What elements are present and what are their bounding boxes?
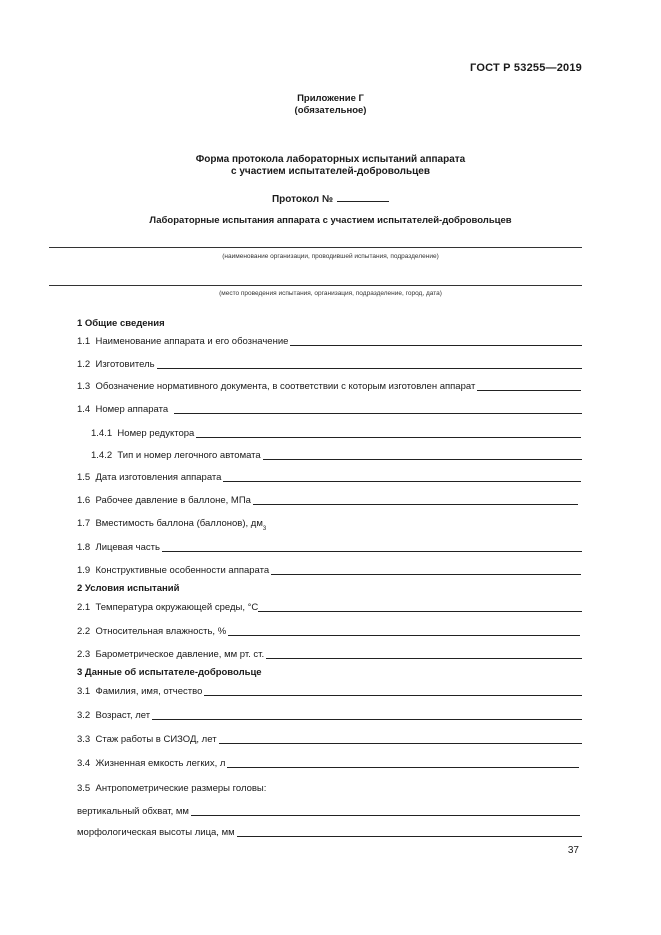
field-manufacturer bbox=[77, 358, 582, 370]
field-reducer-number bbox=[91, 427, 581, 439]
field-label: Наименование аппарата и его обозначение bbox=[95, 336, 289, 347]
input-line[interactable] bbox=[191, 806, 580, 816]
annex-status: (обязательное) bbox=[294, 105, 367, 116]
field-design-features bbox=[77, 564, 581, 576]
field-label: Температура окружающей среды, °С bbox=[95, 602, 259, 613]
protocol-label: Протокол № bbox=[271, 194, 334, 205]
field-number: 1.1 bbox=[77, 336, 96, 347]
field-label: Номер аппарата bbox=[95, 404, 169, 415]
field-number: 1.7 bbox=[77, 518, 96, 529]
field-number: 1.2 bbox=[77, 359, 96, 370]
input-line[interactable] bbox=[204, 686, 582, 696]
field-number: 3.5 bbox=[77, 783, 96, 794]
input-line[interactable] bbox=[237, 827, 582, 837]
input-line[interactable] bbox=[227, 758, 579, 768]
field-number: 1.3 bbox=[77, 381, 96, 392]
field-number: 3.3 bbox=[77, 734, 96, 745]
place-line[interactable] bbox=[49, 285, 582, 286]
field-label: Возраст, лет bbox=[95, 710, 151, 721]
field-label: Фамилия, имя, отчество bbox=[95, 686, 203, 697]
input-line[interactable] bbox=[271, 565, 581, 575]
field-label: Конструктивные особенности аппарата bbox=[95, 565, 270, 576]
field-barometric-pressure bbox=[77, 648, 582, 660]
field-apparatus-name bbox=[77, 335, 582, 347]
field-number: 1.5 bbox=[77, 472, 96, 483]
field-ambient-temperature bbox=[77, 601, 582, 613]
field-number: 1.4 bbox=[77, 404, 96, 415]
field-label: Лицевая часть bbox=[95, 542, 160, 553]
form-title-line2: с участием испытателей-добровольцев bbox=[230, 166, 431, 177]
section-test-conditions: 2 Условия испытаний bbox=[77, 583, 180, 594]
field-label: Обозначение нормативного документа, в соответствии с которым изготовлен аппарат bbox=[95, 381, 476, 392]
field-label: Дата изготовления аппарата bbox=[95, 472, 222, 483]
field-number: 2.3 bbox=[77, 649, 96, 660]
field-label: Стаж работы в СИЗОД, лет bbox=[95, 734, 217, 745]
input-line[interactable] bbox=[196, 428, 581, 438]
organization-caption: (наименование организации, проводившей испытания, подразделение) bbox=[222, 253, 439, 260]
field-apparatus-number bbox=[77, 403, 582, 415]
field-label: Тип и номер легочного автомата bbox=[117, 450, 261, 461]
field-label: вертикальный обхват, мм bbox=[77, 806, 189, 817]
section-volunteer-data: 3 Данные об испытателе-добровольце bbox=[77, 667, 262, 678]
field-normative-document bbox=[77, 380, 581, 392]
field-vertical-girth bbox=[77, 805, 580, 817]
field-number: 3.1 bbox=[77, 686, 96, 697]
input-line[interactable] bbox=[152, 710, 582, 720]
input-line[interactable] bbox=[253, 495, 578, 505]
field-number: 3.2 bbox=[77, 710, 96, 721]
field-label: Относительная влажность, % bbox=[95, 626, 227, 637]
input-line[interactable] bbox=[477, 381, 581, 391]
field-facepiece bbox=[77, 541, 582, 553]
input-line[interactable] bbox=[223, 472, 581, 482]
protocol-number bbox=[0, 192, 661, 205]
input-line[interactable] bbox=[228, 626, 580, 636]
field-label: Изготовитель bbox=[95, 359, 155, 370]
section-general-info: 1 Общие сведения bbox=[77, 318, 165, 329]
field-label: Барометрическое давление, мм рт. ст. bbox=[95, 649, 265, 660]
field-label: Рабочее давление в баллоне, МПа bbox=[95, 495, 251, 506]
field-cylinder-volume: 1.7 Вместимость баллона (баллонов), дм 3 bbox=[77, 518, 267, 532]
field-face-height bbox=[77, 826, 582, 838]
field-label: Вместимость баллона (баллонов), дм bbox=[95, 518, 263, 529]
field-number: 2.1 bbox=[77, 602, 96, 613]
field-full-name bbox=[77, 685, 582, 697]
organization-line[interactable] bbox=[49, 247, 582, 248]
input-line[interactable] bbox=[174, 404, 582, 414]
field-vital-capacity bbox=[77, 757, 579, 769]
input-line[interactable] bbox=[157, 359, 582, 369]
input-line[interactable] bbox=[219, 734, 582, 744]
input-line[interactable] bbox=[162, 542, 582, 552]
field-number: 1.9 bbox=[77, 565, 96, 576]
field-head-dimensions bbox=[77, 782, 477, 794]
field-rpe-experience bbox=[77, 733, 582, 745]
field-label: Жизненная емкость легких, л bbox=[95, 758, 226, 769]
field-number: 1.6 bbox=[77, 495, 96, 506]
place-caption: (место проведения испытания, организация, подразделение, город, дата) bbox=[219, 290, 442, 297]
document-code: ГОСТ Р 53255—2019 bbox=[470, 62, 582, 74]
field-number: 1.8 bbox=[77, 542, 96, 553]
field-label: Антропометрические размеры головы: bbox=[95, 783, 267, 794]
field-number: 1.4.2 bbox=[91, 450, 118, 461]
page-number: 37 bbox=[567, 845, 579, 856]
field-number: 3.4 bbox=[77, 758, 96, 769]
field-label: морфологическая высоты лица, мм bbox=[77, 827, 235, 838]
field-label: Номер редуктора bbox=[117, 428, 195, 439]
field-number: 1.4.1 bbox=[91, 428, 118, 439]
field-lung-demand-valve bbox=[91, 449, 582, 461]
protocol-number-field[interactable] bbox=[337, 192, 389, 202]
field-number: 2.2 bbox=[77, 626, 96, 637]
input-line[interactable] bbox=[263, 450, 582, 460]
field-working-pressure bbox=[77, 494, 578, 506]
form-subtitle: Лабораторные испытания аппарата с участием испытателей-добровольцев bbox=[149, 215, 512, 226]
input-line[interactable] bbox=[258, 602, 582, 612]
field-relative-humidity bbox=[77, 625, 580, 637]
field-age bbox=[77, 709, 582, 721]
annex-title: Приложение Г bbox=[297, 93, 364, 104]
input-line[interactable] bbox=[266, 649, 582, 659]
input-line[interactable] bbox=[290, 336, 582, 346]
field-manufacture-date bbox=[77, 471, 581, 483]
form-title-line1: Форма протокола лабораторных испытаний аппарата bbox=[195, 154, 466, 165]
